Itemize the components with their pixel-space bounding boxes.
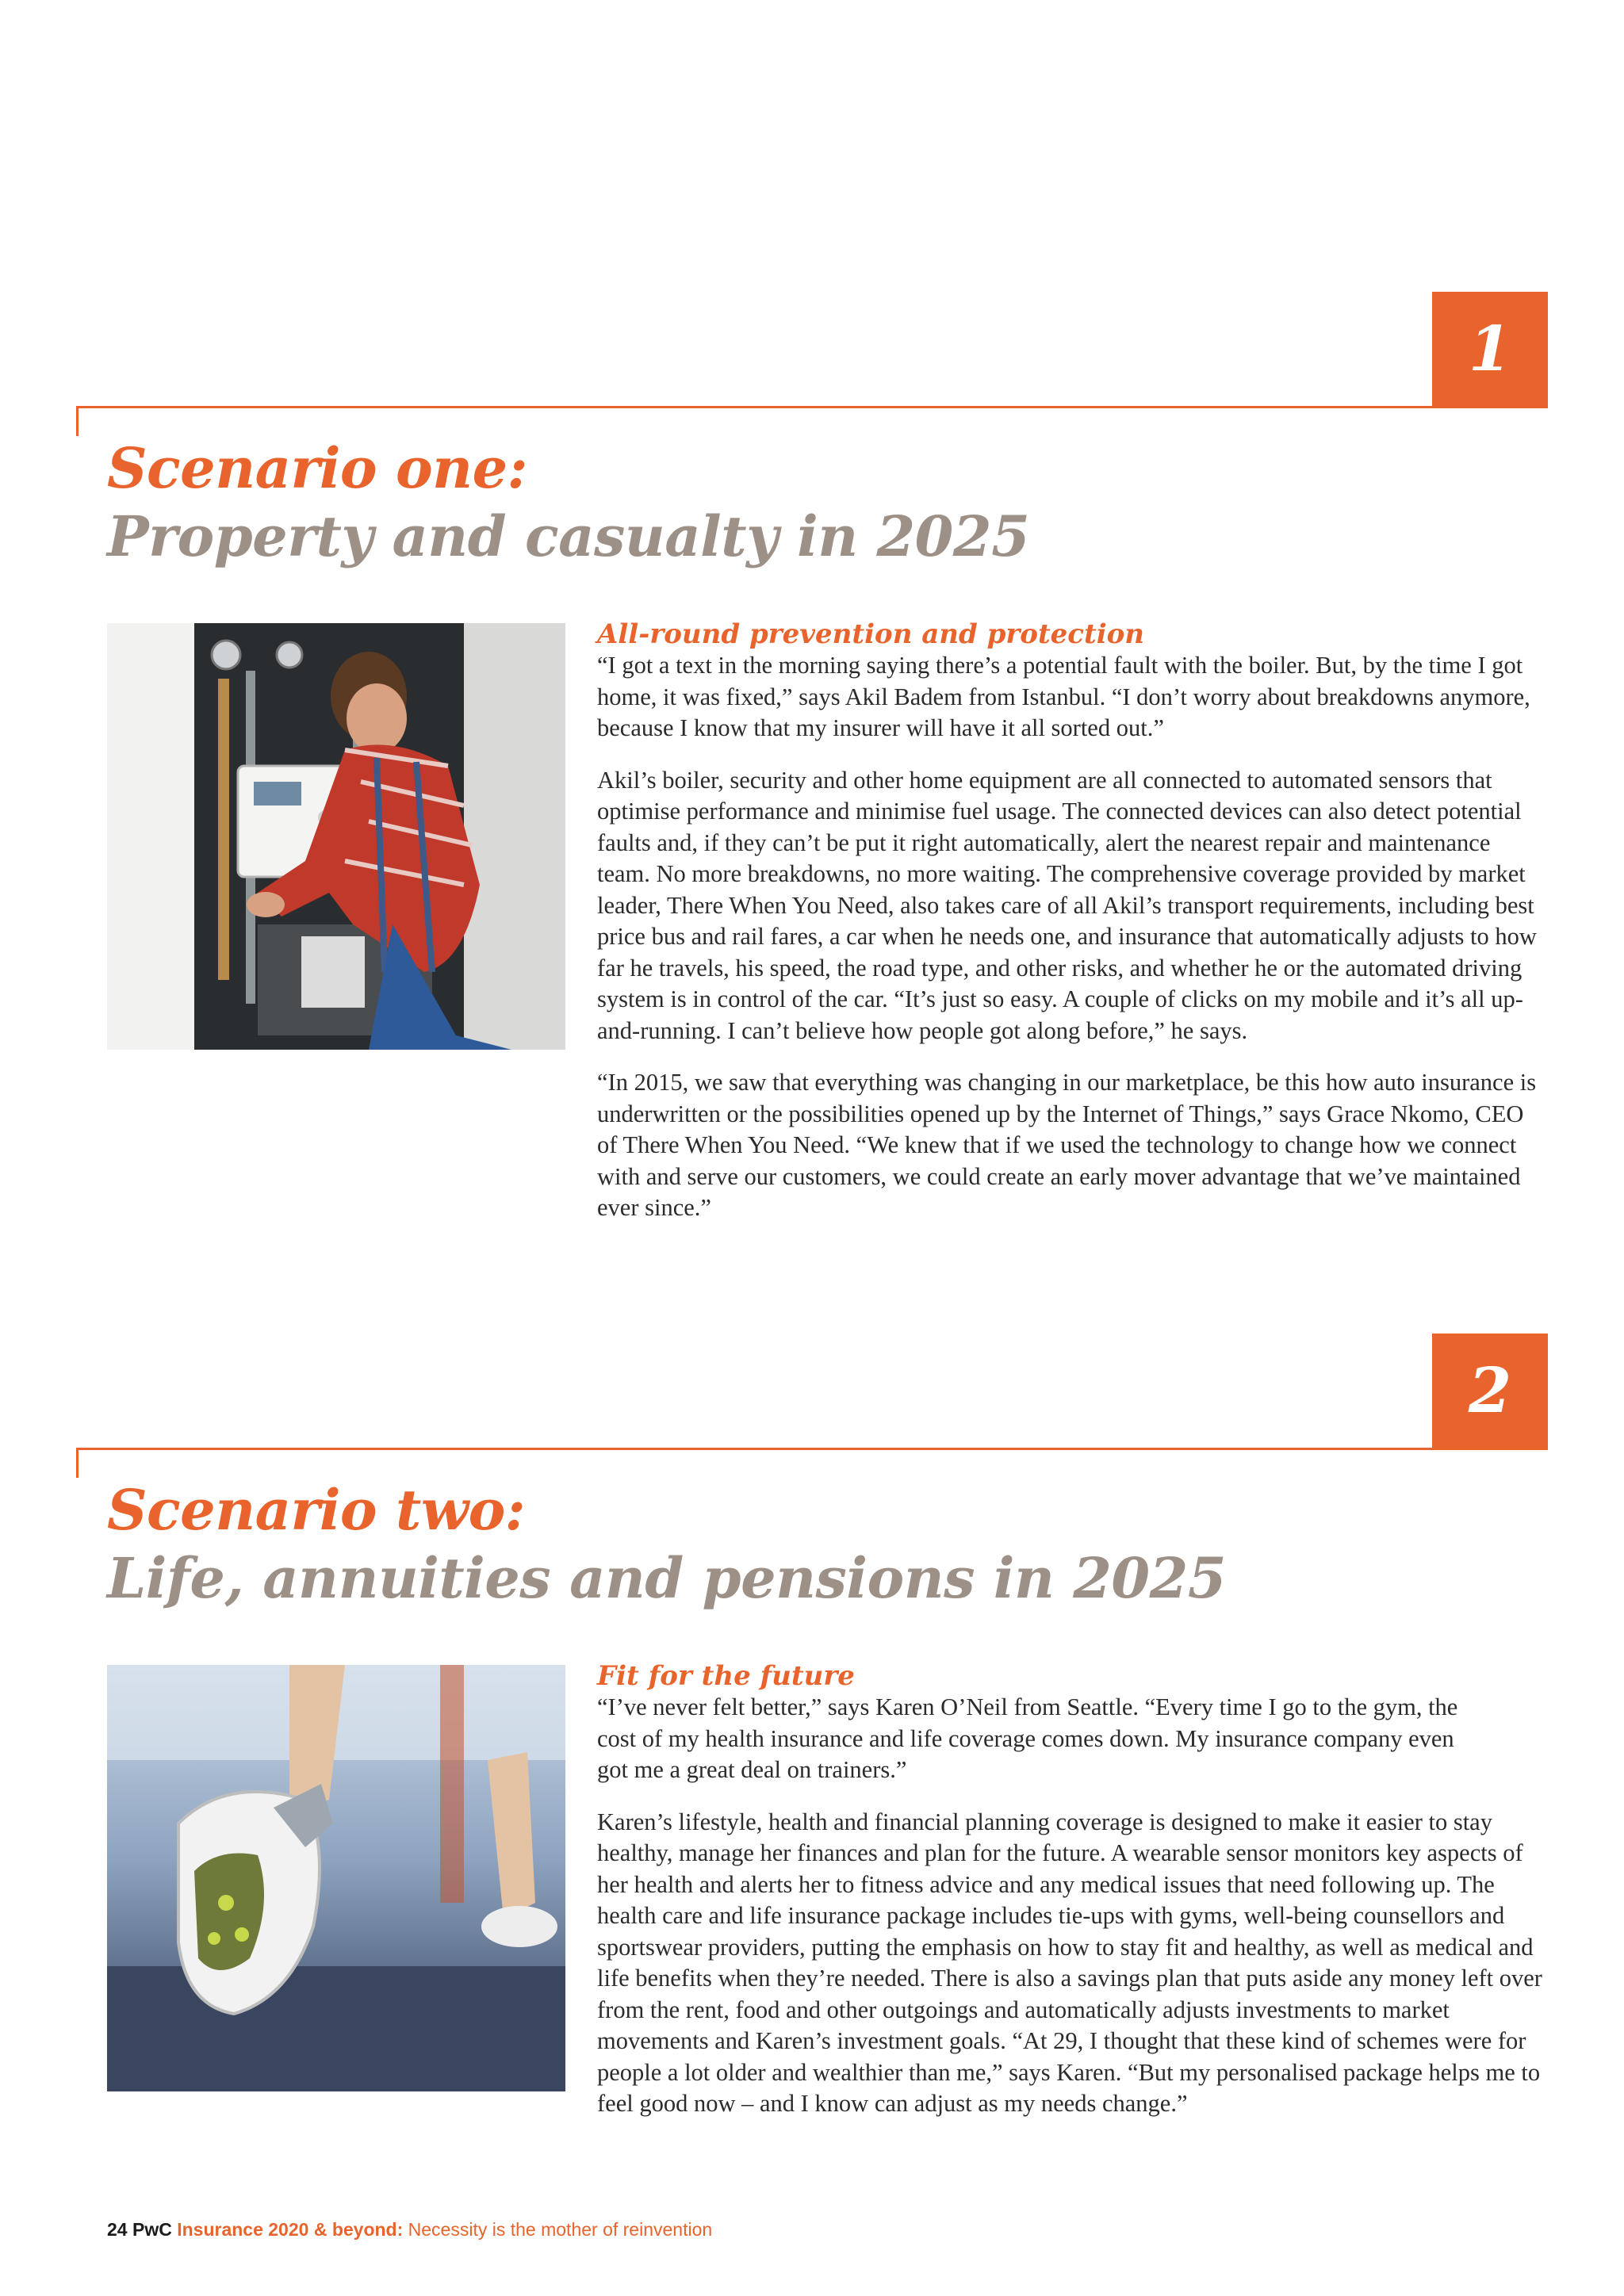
article-paragraph: Akil’s boiler, security and other home equipment are all connected to automated sensors that optimise performance and minimise fuel usage. The connected devices can also detect potential faults and, if they can’t be put it right automatically, alert the nearest repair and maintenance team. No more breakdowns, no more waiting. The comprehensive coverage provided by market leader, There When You Need, also takes care of all Akil’s transport requirements, including best price bus and rail fares, a car when he needs one, and insurance that automatically adjusts to how far he travels, his speed, the road type, and other risks, and whether he or the automated driving system is in control of the car. “It’s just so easy. A couple of clicks on my mobile and it’s all up-and-running. I can’t believe how people got along before,” he says.: [597, 766, 1537, 1044]
report-subtitle: Necessity is the mother of reinvention: [408, 2219, 713, 2240]
article-paragraph: “I got a text in the morning saying there’s a potential fault with the boiler. But, by the time I got home, it was fixed,” says Akil Badem from Istanbul. “I don’t worry about breakdowns anymore, because I know that my insurer will have it all sorted out.”: [597, 652, 1530, 741]
section-title-line2: Life, annuities and pensions in 2025: [107, 1545, 1227, 1611]
section-title-line1: Scenario one:: [107, 435, 527, 501]
section-rule: [76, 1448, 1548, 1450]
running-shoe-treadmill-photo: [107, 1665, 565, 2091]
article-body: [597, 1660, 1549, 2141]
article-body: [597, 618, 1549, 1245]
article-paragraph: “In 2015, we saw that everything was changing in our marketplace, be this how auto insurance is underwritten or the possibilities opened up by the Internet of Things,” says Grace Nkomo, CEO of There When You Need. “We knew that if we used the technology to change how we connect with and serve our customers, we could create an early mover advantage that we’ve maintained ever since.”: [597, 1069, 1537, 1221]
page-footer: [107, 2218, 712, 2241]
section-rule: [76, 406, 1548, 408]
section-rule-corner: [76, 1448, 79, 1478]
section-title-line1: Scenario two:: [107, 1477, 526, 1543]
article-paragraph: Karen’s lifestyle, health and financial planning coverage is designed to make it easier to stay healthy, manage her finances and plan for the future. A wearable sensor monitors key aspects of her health and alerts her to fitness advice and any medical issues that need following up. The health care and life insurance package includes tie-ups with gyms, well-being counsellors and sportswear providers, putting the emphasis on how to stay fit and healthy, as well as medical and life benefits when they’re needed. There is also a savings plan that puts aside any money left over from the rent, food and other outgoings and automatically adjusts investments to market movements and Karen’s investment goals. “At 29, I thought that these kind of schemes were for people a lot older and wealthier than me,” says Karen. “But my personalised package helps me to feel good now – and I know can adjust as my needs change.”: [597, 1808, 1542, 2117]
section-number-badge: 1: [1432, 292, 1548, 408]
article-subheading: Fit for the future: [597, 1660, 855, 1692]
section-title: [107, 434, 1029, 571]
article-subheading: All-round prevention and protection: [597, 618, 1145, 650]
section-title-line2: Property and casualty in 2025: [107, 503, 1030, 569]
report-title: Insurance 2020 & beyond:: [177, 2219, 404, 2240]
boiler-repair-photo: [107, 623, 565, 1050]
article-paragraph: “I’ve never felt better,” says Karen O’Neil from Seattle. “Every time I go to the gym, the cost of my health insurance and life coverage comes down. My insurance company even got me a great deal on trainers.”: [597, 1693, 1458, 1783]
section-number-badge: 2: [1432, 1334, 1548, 1449]
scenario-two-section: [0, 1332, 1624, 2204]
section-rule-corner: [76, 406, 79, 436]
section-title: [107, 1476, 1226, 1613]
brand-name: PwC: [132, 2219, 172, 2240]
page-number: 24: [107, 2219, 128, 2240]
